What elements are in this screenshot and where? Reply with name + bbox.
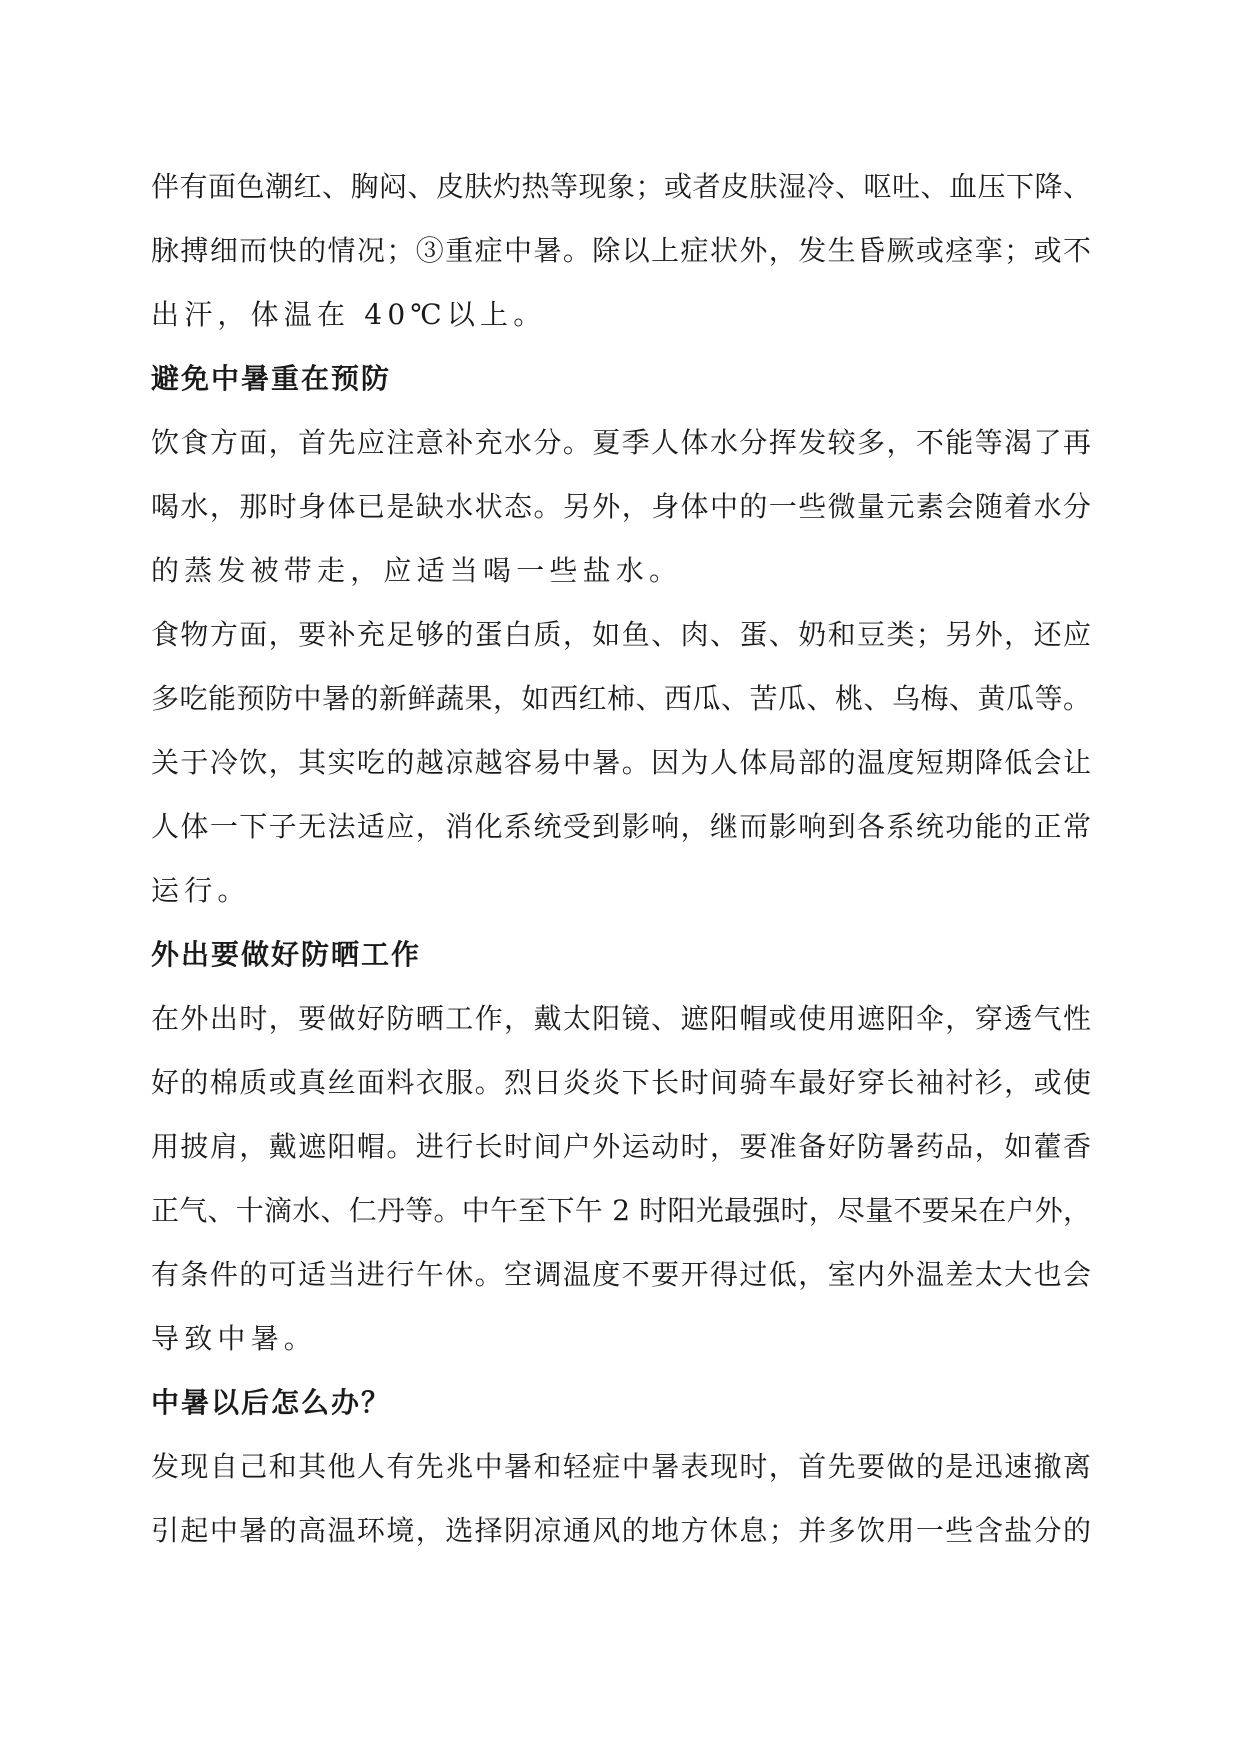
paragraph-line: 的蒸发被带走，应适当喝一些盐水。 — [151, 554, 683, 587]
section-heading-prevention: 避免中暑重在预防 — [151, 362, 392, 395]
paragraph-line: 好的棉质或真丝面料衣服。烈日炎炎下长时间骑车最好穿长袖衬衫，或使 — [151, 1066, 1091, 1099]
paragraph-sun — [151, 987, 1091, 1371]
paragraph-line: 人体一下子无法适应，消化系统受到影响，继而影响到各系统功能的正常 — [151, 810, 1091, 843]
paragraph-line: 引起中暑的高温环境，选择阴凉通风的地方休息；并多饮用一些含盐分的 — [151, 1514, 1091, 1547]
paragraph-line: 在外出时，要做好防晒工作，戴太阳镜、遮阳帽或使用遮阳伞，穿透气性 — [151, 1002, 1091, 1035]
paragraph-line: 有条件的可适当进行午休。空调温度不要开得过低，室内外温差太大也会 — [151, 1258, 1091, 1291]
section-heading-sun: 外出要做好防晒工作 — [151, 938, 422, 971]
section-heading-after: 中暑以后怎么办？ — [151, 1386, 392, 1419]
paragraph-line: 发现自己和其他人有先兆中暑和轻症中暑表现时，首先要做的是迅速撤离 — [151, 1450, 1091, 1483]
intro-paragraph — [151, 155, 1091, 347]
paragraph-line: 出汗，体温在 40℃以上。 — [151, 298, 547, 331]
paragraph-line: 喝水，那时身体已是缺水状态。另外，身体中的一些微量元素会随着水分 — [151, 490, 1091, 523]
paragraph-line: 饮食方面，首先应注意补充水分。夏季人体水分挥发较多，不能等渴了再 — [151, 426, 1091, 459]
paragraph-after — [151, 1435, 1091, 1563]
paragraph-line: 运行。 — [151, 874, 251, 907]
paragraph-line: 伴有面色潮红、胸闷、皮肤灼热等现象；或者皮肤湿冷、呕吐、血压下降、 — [151, 170, 1091, 203]
document-page — [151, 155, 1091, 1563]
paragraph-line: 导致中暑。 — [151, 1322, 318, 1355]
paragraph-food — [151, 603, 1091, 923]
paragraph-line: 多吃能预防中暑的新鲜蔬果，如西红柿、西瓜、苦瓜、桃、乌梅、黄瓜等。 — [151, 682, 1091, 715]
paragraph-line: 用披肩，戴遮阳帽。进行长时间户外运动时，要准备好防暑药品，如藿香 — [151, 1130, 1091, 1163]
paragraph-line: 食物方面，要补充足够的蛋白质，如鱼、肉、蛋、奶和豆类；另外，还应 — [151, 618, 1091, 651]
paragraph-drink — [151, 411, 1091, 603]
paragraph-line: 脉搏细而快的情况；③重症中暑。除以上症状外，发生昏厥或痉挛；或不 — [151, 234, 1091, 267]
paragraph-line: 关于冷饮，其实吃的越凉越容易中暑。因为人体局部的温度短期降低会让 — [151, 746, 1091, 779]
paragraph-line: 正气、十滴水、仁丹等。中午至下午 2 时阳光最强时，尽量不要呆在户外， — [151, 1194, 1091, 1227]
